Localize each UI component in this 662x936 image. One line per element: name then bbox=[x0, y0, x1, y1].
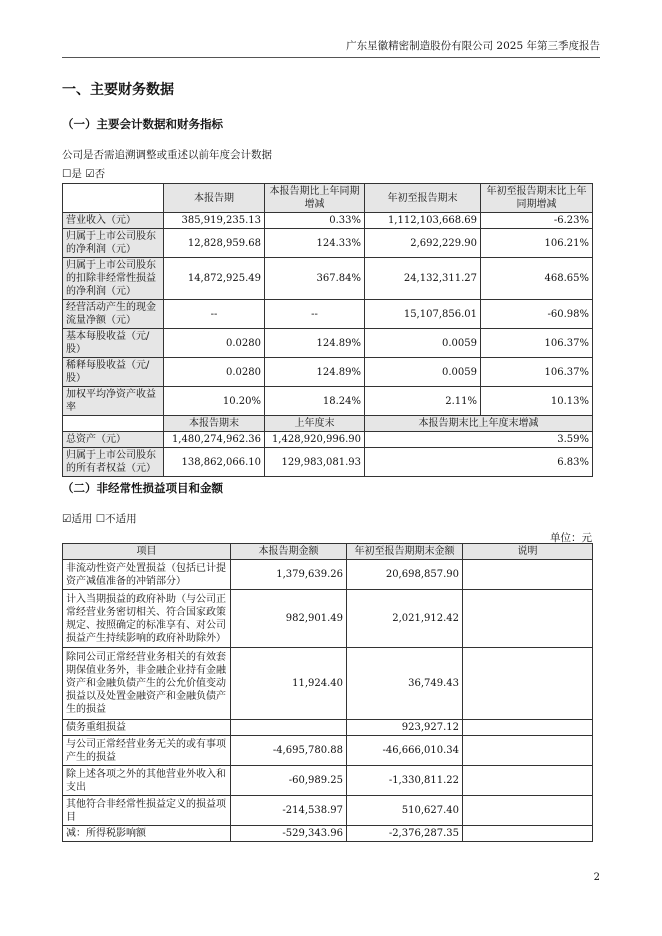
row-label: 营业收入（元） bbox=[63, 213, 164, 229]
cell-value: -46,666,010.34 bbox=[347, 736, 463, 766]
cell-value: 124.89% bbox=[265, 329, 365, 358]
row-label: 归属于上市公司股东的扣除非经常性损益的净利润（元） bbox=[63, 258, 164, 300]
item-label: 非流动性资产处置损益（包括已计提资产减值准备的冲销部分） bbox=[63, 560, 231, 590]
cell-value: 0.0059 bbox=[365, 358, 481, 387]
cell-value: 14,872,925.49 bbox=[164, 258, 265, 300]
table-row bbox=[63, 432, 593, 448]
cell-value: 124.33% bbox=[265, 229, 365, 258]
item-label: 除同公司正常经营业务相关的有效套期保值业务外，非金融企业持有金融资产和金融负债产生的公允价值变动损益以及处置金融资产和金融负债产生的损益 bbox=[63, 648, 231, 720]
cell-note bbox=[463, 796, 593, 826]
row-label: 总资产（元） bbox=[63, 432, 164, 448]
header-cell: 上年度末 bbox=[265, 416, 365, 432]
cell-value: -- bbox=[265, 300, 365, 329]
cell-value: 20,698,857.90 bbox=[347, 560, 463, 590]
item-label: 除上述各项之外的其他营业外收入和支出 bbox=[63, 766, 231, 796]
cell-value: 24,132,311.27 bbox=[365, 258, 481, 300]
header-cell: 年初至报告期期末金额 bbox=[347, 544, 463, 560]
table-row bbox=[63, 560, 593, 590]
header-cell bbox=[63, 416, 164, 432]
table-row bbox=[63, 796, 593, 826]
item-label: 其他符合非经常性损益定义的损益项目 bbox=[63, 796, 231, 826]
row-label: 加权平均净资产收益率 bbox=[63, 387, 164, 416]
cell-value: 6.83% bbox=[365, 448, 593, 477]
cell-value: -60.98% bbox=[481, 300, 593, 329]
cell-value: 0.0280 bbox=[164, 329, 265, 358]
table-row bbox=[63, 826, 593, 842]
row-label: 归属于上市公司股东的净利润（元） bbox=[63, 229, 164, 258]
table-row bbox=[63, 766, 593, 796]
item-label: 与公司正常经营业务无关的或有事项产生的损益 bbox=[63, 736, 231, 766]
cell-value: 10.20% bbox=[164, 387, 265, 416]
table-row bbox=[63, 300, 593, 329]
item-label: 计入当期损益的政府补助（与公司正常经营业务密切相关、符合国家政策规定、按照确定的标准享有、对公司损益产生持续影响的政府补助除外） bbox=[63, 590, 231, 648]
cell-value: 982,901.49 bbox=[231, 590, 347, 648]
cell-value: 138,862,066.10 bbox=[164, 448, 265, 477]
table-header-row bbox=[63, 184, 593, 213]
header-cell: 年初至报告期末 bbox=[365, 184, 481, 213]
cell-note bbox=[463, 736, 593, 766]
retro-question: 公司是否需追溯调整或重述以前年度会计数据 bbox=[62, 149, 272, 161]
cell-value: 12,828,959.68 bbox=[164, 229, 265, 258]
cell-note bbox=[463, 590, 593, 648]
cell-value: -2,376,287.35 bbox=[347, 826, 463, 842]
header-cell: 年初至报告期末比上年同期增减 bbox=[481, 184, 593, 213]
row-label: 归属于上市公司股东的所有者权益（元） bbox=[63, 448, 164, 477]
cell-value: 106.21% bbox=[481, 229, 593, 258]
cell-note bbox=[463, 826, 593, 842]
cell-value: 18.24% bbox=[265, 387, 365, 416]
cell-value bbox=[231, 720, 347, 736]
row-label: 基本每股收益（元/股） bbox=[63, 329, 164, 358]
cell-value: -4,695,780.88 bbox=[231, 736, 347, 766]
header-cell: 本报告期 bbox=[164, 184, 265, 213]
cell-value: 468.65% bbox=[481, 258, 593, 300]
cell-value: 11,924.40 bbox=[231, 648, 347, 720]
table-row bbox=[63, 736, 593, 766]
header-cell: 说明 bbox=[463, 544, 593, 560]
cell-value: 106.37% bbox=[481, 329, 593, 358]
table-row bbox=[63, 590, 593, 648]
table-row bbox=[63, 358, 593, 387]
table-row bbox=[63, 229, 593, 258]
cell-value: 510,627.40 bbox=[347, 796, 463, 826]
header-cell: 本报告期金额 bbox=[231, 544, 347, 560]
cell-value: 923,927.12 bbox=[347, 720, 463, 736]
non-recurring-items-table bbox=[62, 543, 593, 842]
row-label: 经营活动产生的现金流量净额（元） bbox=[63, 300, 164, 329]
header-cell: 本报告期末比上年度末增减 bbox=[365, 416, 593, 432]
cell-value: 129,983,081.93 bbox=[265, 448, 365, 477]
running-header: 广东星徽精密制造股份有限公司 2025 年第三季度报告 bbox=[346, 40, 600, 52]
cell-value: -- bbox=[164, 300, 265, 329]
cell-value: 1,428,920,996.90 bbox=[265, 432, 365, 448]
cell-value: 1,379,639.26 bbox=[231, 560, 347, 590]
cell-value: 2.11% bbox=[365, 387, 481, 416]
cell-note bbox=[463, 720, 593, 736]
cell-value: 1,480,274,962.36 bbox=[164, 432, 265, 448]
cell-value: 0.33% bbox=[265, 213, 365, 229]
table-row bbox=[63, 213, 593, 229]
header-cell bbox=[63, 184, 164, 213]
table-row bbox=[63, 258, 593, 300]
header-rule bbox=[62, 57, 600, 58]
cell-note bbox=[463, 766, 593, 796]
header-cell: 本报告期末 bbox=[164, 416, 265, 432]
cell-value: -1,330,811.22 bbox=[347, 766, 463, 796]
table-subheader-row bbox=[63, 416, 593, 432]
cell-value: 2,021,912.42 bbox=[347, 590, 463, 648]
item-label: 债务重组损益 bbox=[63, 720, 231, 736]
page-number: 2 bbox=[593, 872, 600, 883]
section-title: 一、主要财务数据 bbox=[62, 82, 174, 98]
item-label: 减：所得税影响额 bbox=[63, 826, 231, 842]
table-row bbox=[63, 329, 593, 358]
cell-value: 0.0059 bbox=[365, 329, 481, 358]
row-label: 稀释每股收益（元/股） bbox=[63, 358, 164, 387]
retro-answer: ☐是 ☑否 bbox=[62, 168, 106, 180]
cell-value: 124.89% bbox=[265, 358, 365, 387]
cell-note bbox=[463, 560, 593, 590]
financial-data-table bbox=[62, 183, 593, 477]
cell-value: -6.23% bbox=[481, 213, 593, 229]
cell-value: -529,343.96 bbox=[231, 826, 347, 842]
cell-value: 0.0280 bbox=[164, 358, 265, 387]
cell-value: 10.13% bbox=[481, 387, 593, 416]
table-header-row bbox=[63, 544, 593, 560]
table-row bbox=[63, 448, 593, 477]
subsection-title-1: （一）主要会计数据和财务指标 bbox=[62, 117, 223, 131]
cell-value: 3.59% bbox=[365, 432, 593, 448]
cell-value: -214,538.97 bbox=[231, 796, 347, 826]
table-row bbox=[63, 648, 593, 720]
header-cell: 项目 bbox=[63, 544, 231, 560]
cell-value: -60,989.25 bbox=[231, 766, 347, 796]
cell-value: 1,112,103,668.69 bbox=[365, 213, 481, 229]
subsection-title-2: （二）非经常性损益项目和金额 bbox=[62, 481, 223, 495]
cell-value: 106.37% bbox=[481, 358, 593, 387]
unit-label: 单位：元 bbox=[550, 532, 592, 544]
cell-note bbox=[463, 648, 593, 720]
cell-value: 2,692,229.90 bbox=[365, 229, 481, 258]
table-row bbox=[63, 387, 593, 416]
cell-value: 36,749.43 bbox=[347, 648, 463, 720]
cell-value: 15,107,856.01 bbox=[365, 300, 481, 329]
cell-value: 367.84% bbox=[265, 258, 365, 300]
cell-value: 385,919,235.13 bbox=[164, 213, 265, 229]
applicable-status: ☑适用 ☐不适用 bbox=[62, 513, 137, 525]
header-cell: 本报告期比上年同期增减 bbox=[265, 184, 365, 213]
table-row bbox=[63, 720, 593, 736]
